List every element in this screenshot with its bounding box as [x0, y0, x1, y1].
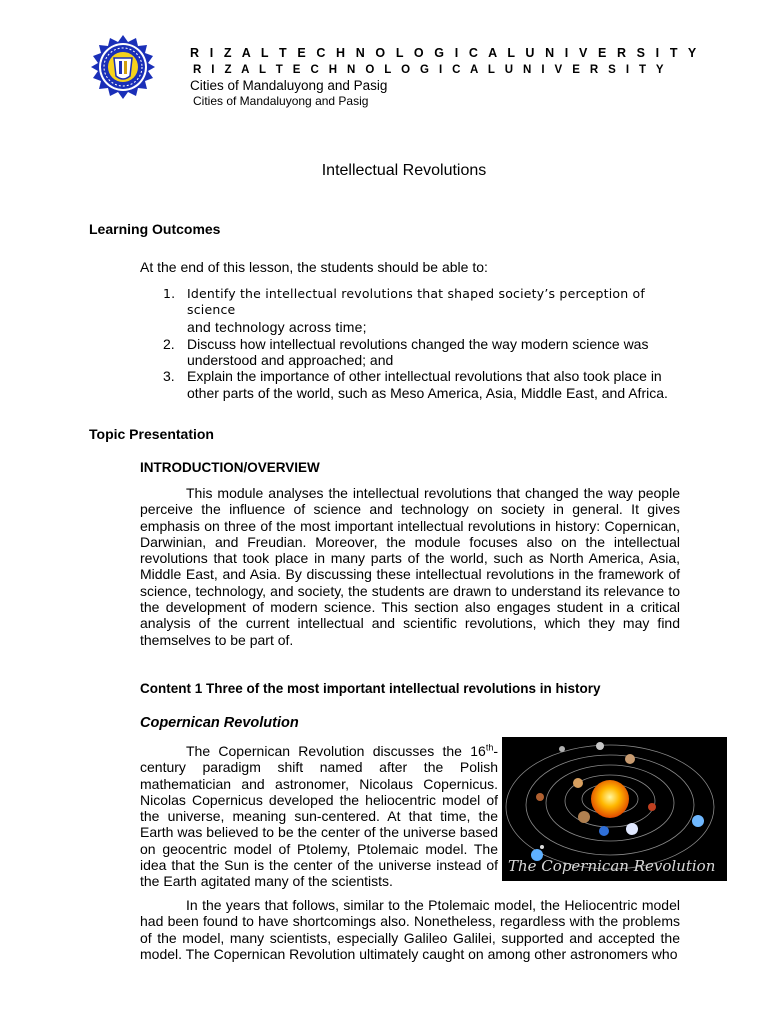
- list-item-number: 3.: [163, 368, 175, 385]
- list-item-text: Identify the intellectual revolutions that shaped society’s perception of science: [187, 286, 645, 318]
- list-item-number: 2.: [163, 335, 175, 352]
- list-item: [163, 286, 683, 336]
- university-name: R I Z A L T E C H N O L O G I C A L U N I V E R S I T Y: [190, 46, 700, 60]
- copernican-revolution-image: [502, 737, 727, 881]
- copernican-paragraph-2: In the years that follows, similar to the Ptolemaic model, the Heliocentric model had been found to have shortcomings also. Nonetheless, regardless with the problems of the model, many scientists, especially Galileo Galilei, supported and accepted the model. The Copernican Revolution ultimately caught on among other astronomers who: [140, 897, 680, 962]
- copernican-paragraph-1: [140, 743, 498, 890]
- content-1-heading: Content 1 Three of the most important intellectual revolutions in history: [140, 681, 601, 696]
- list-item-text: Discuss how intellectual revolutions changed the way modern science was understood and approached; and: [187, 335, 649, 369]
- document-title: Intellectual Revolutions: [321, 162, 487, 179]
- list-item: [163, 336, 683, 369]
- overview-paragraph: This module analyses the intellectual revolutions that changed the way people perceive the influence of science and technology on society in general. It gives emphasis on three of the most important intellectual revolutions in history: Copernican, Darwinian, and Freudian. Moreover, the module focuses also on the intellectual revolutions that took place in many parts of the world, such as North America, Asia, Middle East, and Asia. By discussing these intellectual revolutions in the framework of science, technology, and society, the students are drawn to understand its relevance to the development of modern science. This section also engages student in a critical analysis of the current intellectual and scientific revolutions, which they may find themselves to be part of.: [140, 485, 680, 648]
- paragraph-text-continued: -century paradigm shift named after the Polish mathematician and astronomer, Nicolaus Copernicus. Nicolas Copernicus developed the heliocentric model of the universe, meaning sun-centered. At that time, the Earth was believed to be the center of the universe based on geocentric model of Ptolemy, Ptolemaic model. The idea that the Sun is the center of the universe instead of the Earth agitated many of the scientists.: [140, 743, 498, 890]
- university-name-duplicate: R I Z A L T E C H N O L O G I C A L U N I V E R S I T Y: [193, 64, 667, 76]
- superscript: th: [485, 742, 494, 753]
- university-location-duplicate: Cities of Mandaluyong and Pasig: [193, 94, 369, 108]
- list-item-number: 1.: [163, 286, 176, 301]
- learning-outcomes-list: [163, 286, 683, 401]
- topic-presentation-heading: Topic Presentation: [89, 426, 214, 442]
- paragraph-text: The Copernican Revolution discusses the 16: [186, 743, 486, 759]
- learning-outcomes-heading: Learning Outcomes: [89, 221, 221, 237]
- overview-heading: INTRODUCTION/OVERVIEW: [140, 460, 320, 475]
- university-logo: [90, 34, 156, 100]
- university-location: Cities of Mandaluyong and Pasig: [190, 78, 388, 93]
- seal-icon: [90, 34, 156, 100]
- copernican-revolution-heading: Copernican Revolution: [140, 715, 299, 731]
- list-item-text: Explain the importance of other intellectual revolutions that also took place in other parts of the world, such as Meso America, Asia, Middle East, and Africa.: [187, 368, 668, 401]
- learning-outcomes-intro: At the end of this lesson, the students should be able to:: [140, 259, 488, 275]
- image-caption: The Copernican Revolution: [508, 857, 716, 875]
- list-item: [163, 368, 683, 401]
- list-item-text-continued: and technology across time;: [187, 318, 367, 335]
